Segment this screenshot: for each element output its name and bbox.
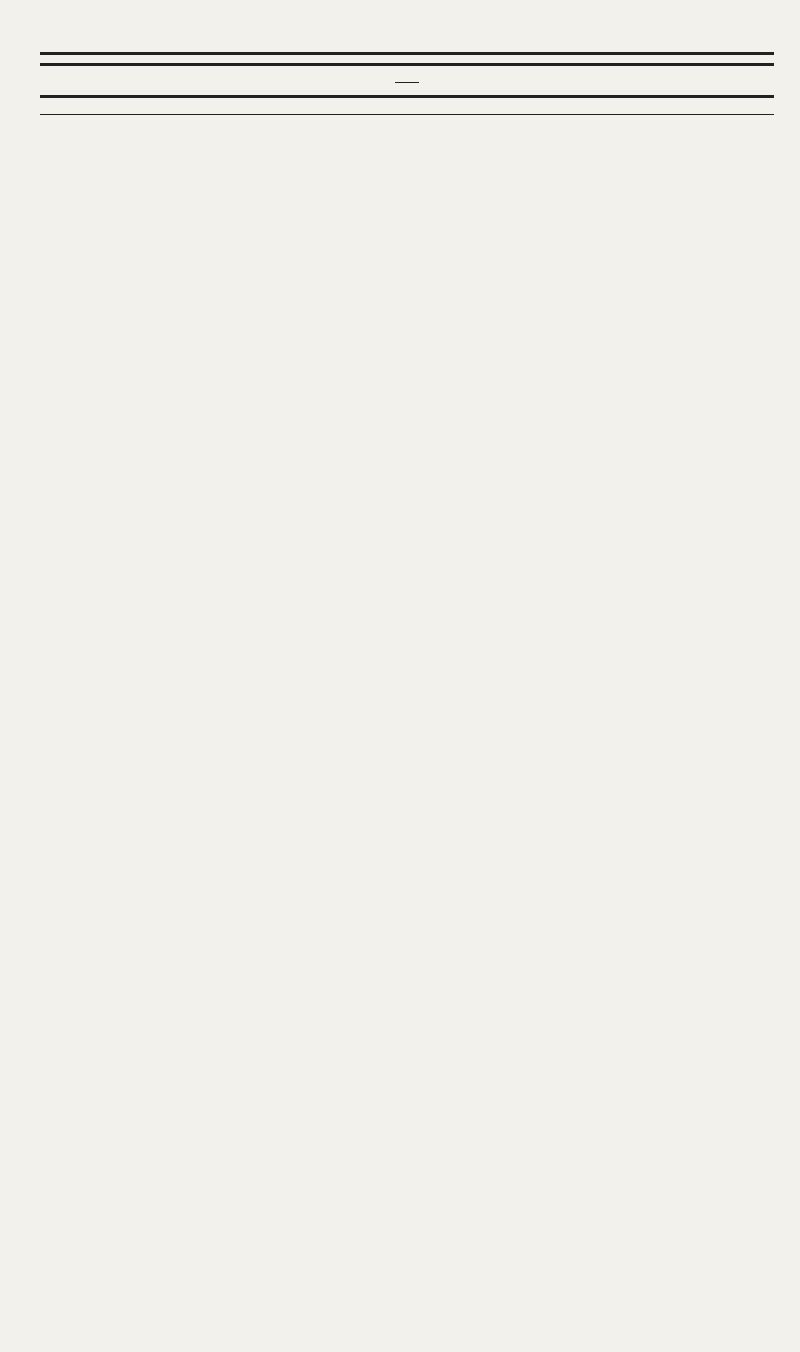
section-rule-1 [40, 63, 774, 66]
courrier-rule [40, 114, 774, 115]
short-rule [395, 82, 419, 83]
page-header [40, 18, 774, 44]
section-rule-2 [40, 95, 774, 98]
header-rule [40, 52, 774, 55]
